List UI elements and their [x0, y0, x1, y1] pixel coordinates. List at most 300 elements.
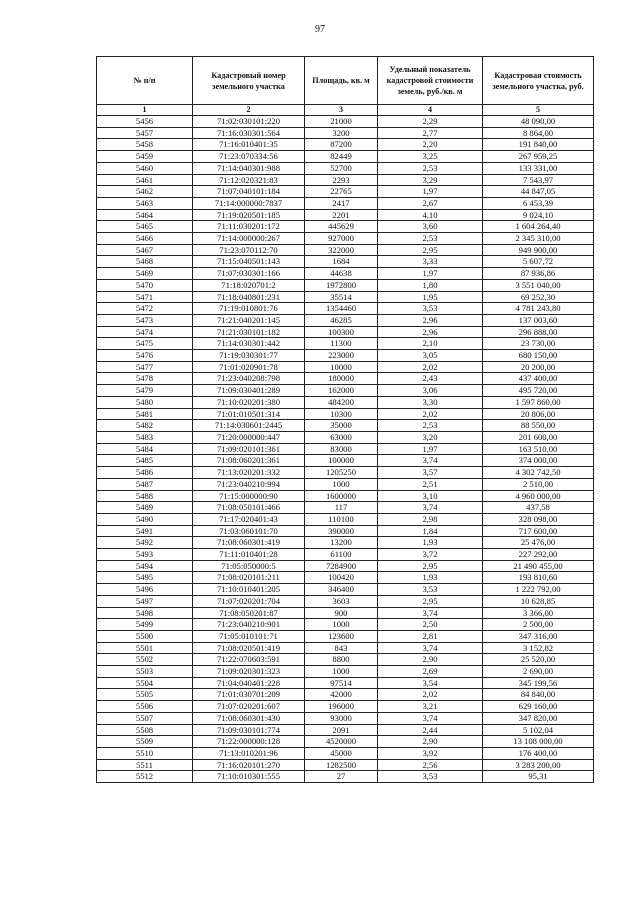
table-row	[97, 326, 594, 338]
cadastral-number-cell: 71:09:020301:323	[193, 666, 305, 678]
cadastral-number-cell: 71:23:070334:56	[193, 151, 305, 163]
area-cell: 7284900	[305, 560, 378, 572]
table-row	[97, 537, 594, 549]
cadastral-number-cell: 71:18:020701:2	[193, 279, 305, 291]
row-number-cell: 5511	[97, 759, 193, 771]
cadastral-value-cell: 3 283 200,00	[483, 759, 594, 771]
cadastral-value-cell: 20 200,00	[483, 361, 594, 373]
specific-value-cell: 1,93	[378, 537, 483, 549]
area-cell: 27	[305, 771, 378, 783]
table-row	[97, 174, 594, 186]
cadastral-value-cell: 328 098,00	[483, 513, 594, 525]
table-row	[97, 350, 594, 362]
table-row	[97, 361, 594, 373]
table-row	[97, 478, 594, 490]
specific-value-cell: 2,77	[378, 127, 483, 139]
row-number-cell: 5501	[97, 642, 193, 654]
cadastral-number-cell: 71:09:030401:289	[193, 385, 305, 397]
row-number-cell: 5459	[97, 151, 193, 163]
cadastral-number-cell: 71:23:040210:994	[193, 478, 305, 490]
area-cell: 44638	[305, 268, 378, 280]
table-row	[97, 338, 594, 350]
row-number-cell: 5486	[97, 467, 193, 479]
cadastral-value-cell: 1 222 792,00	[483, 584, 594, 596]
specific-value-cell: 1,97	[378, 186, 483, 198]
area-cell: 117	[305, 502, 378, 514]
specific-value-cell: 2,53	[378, 233, 483, 245]
specific-value-cell: 2,29	[378, 116, 483, 128]
cadastral-value-cell: 2 690,00	[483, 666, 594, 678]
table-row	[97, 701, 594, 713]
header-cadastral-number: Кадастровый номер земельного участка	[193, 57, 305, 105]
table-row	[97, 186, 594, 198]
area-cell: 1000	[305, 666, 378, 678]
table-row	[97, 279, 594, 291]
area-cell: 927000	[305, 233, 378, 245]
row-number-cell: 5506	[97, 701, 193, 713]
table-row	[97, 197, 594, 209]
row-number-cell: 5481	[97, 408, 193, 420]
table-row	[97, 654, 594, 666]
table-row	[97, 689, 594, 701]
specific-value-cell: 3,74	[378, 712, 483, 724]
specific-value-cell: 3,53	[378, 303, 483, 315]
area-cell: 82449	[305, 151, 378, 163]
table-row	[97, 560, 594, 572]
table-row	[97, 221, 594, 233]
row-number-cell: 5470	[97, 279, 193, 291]
cadastral-number-cell: 71:10:020201:380	[193, 396, 305, 408]
area-cell: 4520000	[305, 736, 378, 748]
cadastral-number-cell: 71:08:050101:466	[193, 502, 305, 514]
specific-value-cell: 4,10	[378, 209, 483, 221]
specific-value-cell: 2,53	[378, 162, 483, 174]
row-number-cell: 5491	[97, 525, 193, 537]
specific-value-cell: 3,06	[378, 385, 483, 397]
cadastral-number-cell: 71:02:030101:220	[193, 116, 305, 128]
cadastral-value-cell: 13 108 000,00	[483, 736, 594, 748]
specific-value-cell: 2,69	[378, 666, 483, 678]
cadastral-value-cell: 629 160,00	[483, 701, 594, 713]
table-row	[97, 467, 594, 479]
cadastral-number-cell: 71:08:020101:211	[193, 572, 305, 584]
specific-value-cell: 1,97	[378, 443, 483, 455]
row-number-cell: 5475	[97, 338, 193, 350]
row-number-cell: 5478	[97, 373, 193, 385]
row-number-cell: 5473	[97, 314, 193, 326]
specific-value-cell: 2,02	[378, 361, 483, 373]
cadastral-number-cell: 71:23:040210:901	[193, 619, 305, 631]
table-row	[97, 771, 594, 783]
table-row	[97, 572, 594, 584]
cadastral-number-cell: 71:21:040201:145	[193, 314, 305, 326]
area-cell: 843	[305, 642, 378, 654]
cadastral-number-cell: 71:08:020501:419	[193, 642, 305, 654]
cadastral-number-cell: 71:19:010801:76	[193, 303, 305, 315]
cadastral-value-cell: 84 840,00	[483, 689, 594, 701]
cadastral-value-cell: 133 331,00	[483, 162, 594, 174]
cadastral-number-cell: 71:08:060201:361	[193, 455, 305, 467]
cadastral-number-cell: 71:15:040501:143	[193, 256, 305, 268]
header-area: Площадь, кв. м	[305, 57, 378, 105]
header-cadastral-value: Кадастровая стоимость земельного участка, руб.	[483, 57, 594, 105]
specific-value-cell: 3,21	[378, 701, 483, 713]
cadastral-value-cell: 48 090,00	[483, 116, 594, 128]
table-row	[97, 619, 594, 631]
table-row	[97, 233, 594, 245]
row-number-cell: 5484	[97, 443, 193, 455]
cadastral-value-cell: 95,31	[483, 771, 594, 783]
specific-value-cell: 2,50	[378, 619, 483, 631]
column-number: 5	[483, 105, 594, 116]
cadastral-number-cell: 71:07:030301:166	[193, 268, 305, 280]
table-row	[97, 502, 594, 514]
cadastral-value-cell: 4 302 742,50	[483, 467, 594, 479]
area-cell: 11300	[305, 338, 378, 350]
cadastral-number-cell: 71:05:010101:71	[193, 630, 305, 642]
specific-value-cell: 2,44	[378, 724, 483, 736]
area-cell: 180000	[305, 373, 378, 385]
row-number-cell: 5503	[97, 666, 193, 678]
cadastral-number-cell: 71:17:020401:43	[193, 513, 305, 525]
row-number-cell: 5487	[97, 478, 193, 490]
area-cell: 196000	[305, 701, 378, 713]
table-row	[97, 209, 594, 221]
cadastral-number-cell: 71:07:020201:607	[193, 701, 305, 713]
cadastral-value-cell: 227 292,00	[483, 549, 594, 561]
area-cell: 10000	[305, 361, 378, 373]
row-number-cell: 5492	[97, 537, 193, 549]
area-cell: 1600000	[305, 490, 378, 502]
row-number-cell: 5498	[97, 607, 193, 619]
area-cell: 3200	[305, 127, 378, 139]
specific-value-cell: 3,05	[378, 350, 483, 362]
cadastral-value-cell: 191 840,00	[483, 139, 594, 151]
table-row	[97, 724, 594, 736]
table-row	[97, 607, 594, 619]
table-row	[97, 549, 594, 561]
table-row	[97, 303, 594, 315]
cadastral-value-cell: 25 520,00	[483, 654, 594, 666]
cadastral-number-cell: 71:16:030301:564	[193, 127, 305, 139]
table-row	[97, 455, 594, 467]
cadastral-value-cell: 163 510,00	[483, 443, 594, 455]
row-number-cell: 5460	[97, 162, 193, 174]
specific-value-cell: 2,95	[378, 244, 483, 256]
cadastral-value-cell: 137 003,60	[483, 314, 594, 326]
cadastral-number-cell: 71:14:040301:988	[193, 162, 305, 174]
area-cell: 1000	[305, 619, 378, 631]
cadastral-number-cell: 71:21:030101:182	[193, 326, 305, 338]
area-cell: 110100	[305, 513, 378, 525]
cadastral-number-cell: 71:10:010301:555	[193, 771, 305, 783]
table-row	[97, 291, 594, 303]
row-number-cell: 5490	[97, 513, 193, 525]
row-number-cell: 5504	[97, 677, 193, 689]
specific-value-cell: 2,90	[378, 654, 483, 666]
area-cell: 8800	[305, 654, 378, 666]
cadastral-number-cell: 71:19:020501:185	[193, 209, 305, 221]
table-row	[97, 677, 594, 689]
cadastral-value-cell: 7 543,97	[483, 174, 594, 186]
specific-value-cell: 3,54	[378, 677, 483, 689]
area-cell: 45000	[305, 747, 378, 759]
table-row	[97, 630, 594, 642]
cadastral-value-cell: 176 400,00	[483, 747, 594, 759]
table-row	[97, 642, 594, 654]
table-row	[97, 244, 594, 256]
cadastral-number-cell: 71:08:050201:87	[193, 607, 305, 619]
specific-value-cell: 2,96	[378, 326, 483, 338]
cadastral-value-cell: 3 366,00	[483, 607, 594, 619]
area-cell: 87200	[305, 139, 378, 151]
cadastral-number-cell: 71:13:020201:332	[193, 467, 305, 479]
cadastral-number-cell: 71:04:040401:228	[193, 677, 305, 689]
specific-value-cell: 2,20	[378, 139, 483, 151]
cadastral-value-cell: 23 730,00	[483, 338, 594, 350]
cadastral-number-cell: 71:16:020101:270	[193, 759, 305, 771]
table-row	[97, 736, 594, 748]
cadastral-number-cell: 71:12:020321:83	[193, 174, 305, 186]
specific-value-cell: 2,90	[378, 736, 483, 748]
area-cell: 97514	[305, 677, 378, 689]
area-cell: 13200	[305, 537, 378, 549]
row-number-cell: 5493	[97, 549, 193, 561]
cadastral-number-cell: 71:01:020901:78	[193, 361, 305, 373]
row-number-cell: 5465	[97, 221, 193, 233]
row-number-cell: 5507	[97, 712, 193, 724]
area-cell: 10300	[305, 408, 378, 420]
area-cell: 2201	[305, 209, 378, 221]
cadastral-value-cell: 2 345 310,00	[483, 233, 594, 245]
column-number: 3	[305, 105, 378, 116]
cadastral-number-cell: 71:18:040801:231	[193, 291, 305, 303]
area-cell: 52700	[305, 162, 378, 174]
row-number-cell: 5500	[97, 630, 193, 642]
specific-value-cell: 2,02	[378, 689, 483, 701]
specific-value-cell: 3,10	[378, 490, 483, 502]
cadastral-number-cell: 71:07:020201:704	[193, 595, 305, 607]
row-number-cell: 5464	[97, 209, 193, 221]
cadastral-number-cell: 71:05:050000:5	[193, 560, 305, 572]
cadastral-value-cell: 374 000,00	[483, 455, 594, 467]
row-number-cell: 5468	[97, 256, 193, 268]
cadastral-value-cell: 717 600,00	[483, 525, 594, 537]
cadastral-number-cell: 71:03:060101:70	[193, 525, 305, 537]
cadastral-number-cell: 71:15:000000:90	[193, 490, 305, 502]
row-number-cell: 5483	[97, 431, 193, 443]
row-number-cell: 5505	[97, 689, 193, 701]
land-cadastral-table	[96, 56, 594, 783]
cadastral-number-cell: 71:08:060301:419	[193, 537, 305, 549]
row-number-cell: 5480	[97, 396, 193, 408]
row-number-cell: 5499	[97, 619, 193, 631]
cadastral-number-cell: 71:14:000000:267	[193, 233, 305, 245]
specific-value-cell: 2,81	[378, 630, 483, 642]
table-row	[97, 268, 594, 280]
cadastral-value-cell: 69 252,30	[483, 291, 594, 303]
cadastral-value-cell: 2 500,00	[483, 619, 594, 631]
cadastral-number-cell: 71:08:060301:430	[193, 712, 305, 724]
cadastral-value-cell: 87 936,86	[483, 268, 594, 280]
table-row	[97, 420, 594, 432]
row-number-cell: 5463	[97, 197, 193, 209]
row-number-cell: 5466	[97, 233, 193, 245]
cadastral-value-cell: 201 600,00	[483, 431, 594, 443]
area-cell: 2293	[305, 174, 378, 186]
header-number: № п/п	[97, 57, 193, 105]
cadastral-number-cell: 71:22:070603:591	[193, 654, 305, 666]
table-row	[97, 513, 594, 525]
row-number-cell: 5469	[97, 268, 193, 280]
cadastral-value-cell: 495 720,00	[483, 385, 594, 397]
row-number-cell: 5458	[97, 139, 193, 151]
specific-value-cell: 1,95	[378, 291, 483, 303]
cadastral-number-cell: 71:19:030301:77	[193, 350, 305, 362]
specific-value-cell: 3,72	[378, 549, 483, 561]
cadastral-value-cell: 21 490 455,00	[483, 560, 594, 572]
area-cell: 445629	[305, 221, 378, 233]
specific-value-cell: 2,43	[378, 373, 483, 385]
specific-value-cell: 1,84	[378, 525, 483, 537]
cadastral-value-cell: 193 810,60	[483, 572, 594, 584]
specific-value-cell: 1,80	[378, 279, 483, 291]
specific-value-cell: 3,29	[378, 174, 483, 186]
table-row	[97, 443, 594, 455]
row-number-cell: 5512	[97, 771, 193, 783]
header-specific-value: Удельный показатель кадастровой стоимости земель, руб./кв. м	[378, 57, 483, 105]
row-number-cell: 5477	[97, 361, 193, 373]
row-number-cell: 5482	[97, 420, 193, 432]
cadastral-value-cell: 3 152,82	[483, 642, 594, 654]
cadastral-value-cell: 267 959,25	[483, 151, 594, 163]
cadastral-number-cell: 71:10:010401:205	[193, 584, 305, 596]
area-cell: 162000	[305, 385, 378, 397]
area-cell: 322000	[305, 244, 378, 256]
row-number-cell: 5497	[97, 595, 193, 607]
specific-value-cell: 2,10	[378, 338, 483, 350]
cadastral-number-cell: 71:23:070112:70	[193, 244, 305, 256]
row-number-cell: 5495	[97, 572, 193, 584]
specific-value-cell: 3,74	[378, 455, 483, 467]
specific-value-cell: 2,56	[378, 759, 483, 771]
area-cell: 123600	[305, 630, 378, 642]
specific-value-cell: 2,96	[378, 314, 483, 326]
specific-value-cell: 3,57	[378, 467, 483, 479]
cadastral-value-cell: 9 024,10	[483, 209, 594, 221]
table-row	[97, 396, 594, 408]
area-cell: 900	[305, 607, 378, 619]
row-number-cell: 5510	[97, 747, 193, 759]
specific-value-cell: 2,67	[378, 197, 483, 209]
specific-value-cell: 2,95	[378, 560, 483, 572]
cadastral-value-cell: 347 316,00	[483, 630, 594, 642]
row-number-cell: 5456	[97, 116, 193, 128]
row-number-cell: 5467	[97, 244, 193, 256]
row-number-cell: 5489	[97, 502, 193, 514]
row-number-cell: 5476	[97, 350, 193, 362]
cadastral-value-cell: 345 199,56	[483, 677, 594, 689]
area-cell: 1282500	[305, 759, 378, 771]
row-number-cell: 5488	[97, 490, 193, 502]
area-cell: 1684	[305, 256, 378, 268]
table-row	[97, 373, 594, 385]
cadastral-number-cell: 71:22:000000:128	[193, 736, 305, 748]
row-number-cell: 5485	[97, 455, 193, 467]
area-cell: 83000	[305, 443, 378, 455]
area-cell: 100000	[305, 455, 378, 467]
row-number-cell: 5461	[97, 174, 193, 186]
cadastral-number-cell: 71:13:010201:96	[193, 747, 305, 759]
table-row	[97, 490, 594, 502]
specific-value-cell: 2,51	[378, 478, 483, 490]
cadastral-number-cell: 71:11:030201:172	[193, 221, 305, 233]
cadastral-value-cell: 1 604 264,40	[483, 221, 594, 233]
area-cell: 2417	[305, 197, 378, 209]
specific-value-cell: 2,98	[378, 513, 483, 525]
cadastral-number-cell: 71:14:030601:2445	[193, 420, 305, 432]
cadastral-value-cell: 296 888,00	[483, 326, 594, 338]
area-cell: 1205250	[305, 467, 378, 479]
cadastral-value-cell: 88 550,00	[483, 420, 594, 432]
area-cell: 346400	[305, 584, 378, 596]
cadastral-value-cell: 10 628,85	[483, 595, 594, 607]
cadastral-number-cell: 71:23:040208:798	[193, 373, 305, 385]
row-number-cell: 5494	[97, 560, 193, 572]
table-row	[97, 408, 594, 420]
area-cell: 3603	[305, 595, 378, 607]
area-cell: 21000	[305, 116, 378, 128]
specific-value-cell: 3,30	[378, 396, 483, 408]
cadastral-value-cell: 8 864,00	[483, 127, 594, 139]
table-row	[97, 314, 594, 326]
area-cell: 223000	[305, 350, 378, 362]
specific-value-cell: 1,93	[378, 572, 483, 584]
area-cell: 1000	[305, 478, 378, 490]
area-cell: 390000	[305, 525, 378, 537]
cadastral-value-cell: 2 510,00	[483, 478, 594, 490]
cadastral-value-cell: 6 453,39	[483, 197, 594, 209]
specific-value-cell: 2,95	[378, 595, 483, 607]
row-number-cell: 5508	[97, 724, 193, 736]
cadastral-value-cell: 3 551 040,00	[483, 279, 594, 291]
cadastral-value-cell: 5 102,04	[483, 724, 594, 736]
cadastral-number-cell: 71:09:030101:774	[193, 724, 305, 736]
page-number: 97	[315, 24, 325, 35]
area-cell: 1354460	[305, 303, 378, 315]
specific-value-cell: 1,97	[378, 268, 483, 280]
cadastral-value-cell: 680 150,00	[483, 350, 594, 362]
cadastral-value-cell: 437 400,00	[483, 373, 594, 385]
table-row	[97, 747, 594, 759]
cadastral-value-cell: 1 597 860,00	[483, 396, 594, 408]
row-number-cell: 5472	[97, 303, 193, 315]
cadastral-value-cell: 25 476,00	[483, 537, 594, 549]
table-row	[97, 525, 594, 537]
cadastral-number-cell: 71:14:000000:7837	[193, 197, 305, 209]
area-cell: 22765	[305, 186, 378, 198]
column-number-row	[97, 105, 594, 116]
specific-value-cell: 3,60	[378, 221, 483, 233]
cadastral-value-cell: 437,58	[483, 502, 594, 514]
table-row	[97, 139, 594, 151]
row-number-cell: 5474	[97, 326, 193, 338]
table-row	[97, 666, 594, 678]
specific-value-cell: 3,25	[378, 151, 483, 163]
row-number-cell: 5509	[97, 736, 193, 748]
row-number-cell: 5462	[97, 186, 193, 198]
area-cell: 61100	[305, 549, 378, 561]
